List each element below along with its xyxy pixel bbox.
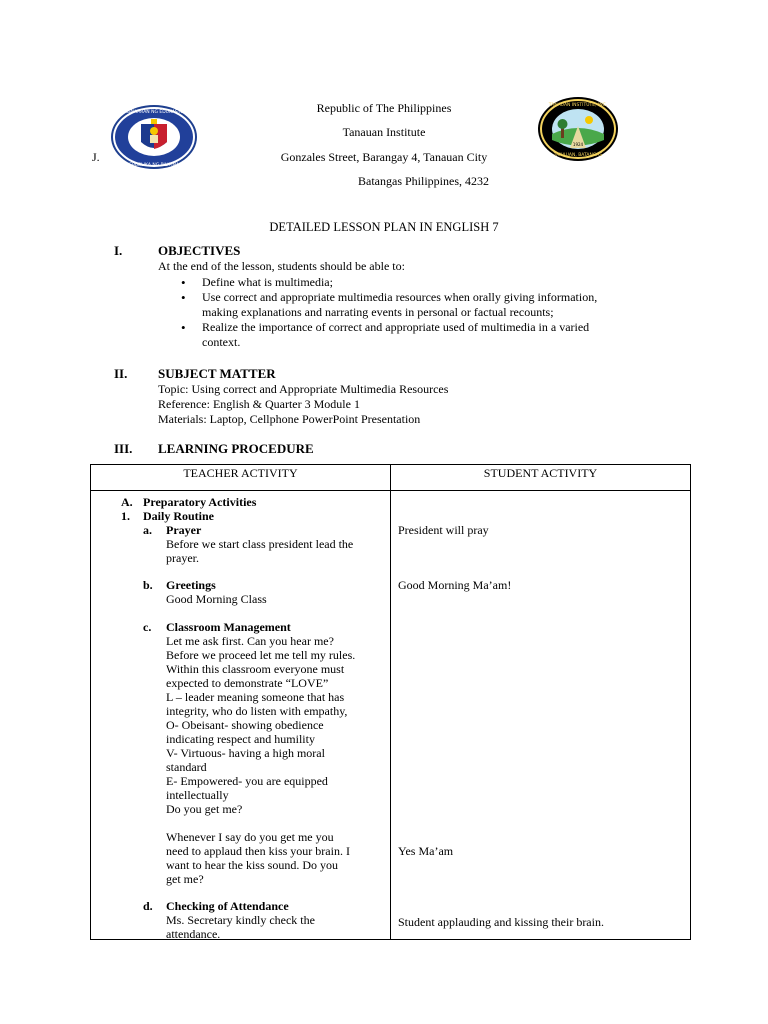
header-province: Batangas Philippines, 4232 [358, 174, 489, 188]
cm-text: intellectually [166, 788, 229, 802]
deped-seal-top-text: KAGAWARAN NG EDUKASYON [120, 110, 188, 115]
cm-text: L – leader meaning someone that has [166, 690, 345, 704]
procedure-table [90, 464, 691, 940]
subject-matter-numeral: II. [114, 366, 128, 381]
cm-text: standard [166, 760, 207, 774]
student-response: President will pray [398, 523, 489, 537]
subject-materials: Materials: Laptop, Cellphone PowerPoint Presentation [158, 412, 421, 426]
objectives-heading: OBJECTIVES [158, 243, 241, 258]
tanauan-institute-seal-logo [537, 96, 619, 162]
objective-item [180, 320, 597, 350]
teacher-activity-cell [91, 491, 391, 940]
cm-text: Whenever I say do you get me you [166, 830, 334, 844]
cm-text: need to applaud then kiss your brain. I [166, 844, 350, 858]
cm-text: expected to demonstrate “LOVE” [166, 676, 329, 690]
routine-label: 1. [121, 509, 130, 523]
prayer-heading: Prayer [166, 523, 202, 537]
objective-line: Realize the importance of correct and appropriate used of multimedia in a varied [202, 320, 590, 334]
student-response: Yes Ma’am [398, 844, 454, 858]
attendance-text: attendance. [166, 927, 221, 941]
header-republic: Republic of The Philippines [316, 101, 452, 115]
deped-seal-logo [110, 104, 198, 170]
prayer-label: a. [143, 523, 152, 537]
objective-line: Use correct and appropriate multimedia resources when orally giving information, [202, 290, 598, 304]
cm-text: Do you get me? [166, 802, 243, 816]
teacher-activity-header: TEACHER ACTIVITY [91, 465, 391, 491]
tanauan-seal-top-text: TANAUAN INSTITUTE, INC. [548, 103, 608, 108]
tanauan-seal-bottom-text: TANAUAN, BATANGAS [553, 153, 603, 158]
objectives-numeral: I. [114, 243, 123, 258]
classroom-management-heading: Classroom Management [166, 620, 291, 634]
cm-text: O- Obeisant- showing obedience [166, 718, 324, 732]
learning-procedure-heading: LEARNING PROCEDURE [158, 441, 314, 456]
cm-text: Before we proceed let me tell my rules. [166, 648, 356, 662]
cm-text: E- Empowered- you are equipped [166, 774, 328, 788]
objective-line: making explanations and narrating events in personal or factual recounts; [202, 305, 554, 319]
objective-item [180, 275, 597, 290]
objective-line: context. [202, 335, 241, 349]
deped-seal-bottom-text: REPUBLIKA NG PILIPINAS [126, 163, 182, 168]
learning-procedure-numeral: III. [114, 441, 133, 456]
greetings-label: b. [143, 578, 153, 592]
classroom-management-label: c. [143, 620, 152, 634]
procedure-table-header-row [91, 465, 691, 491]
routine-heading: Daily Routine [143, 509, 215, 523]
attendance-heading: Checking of Attendance [166, 899, 289, 913]
header-address: Gonzales Street, Barangay 4, Tanauan City [280, 150, 488, 164]
prep-label: A. [121, 495, 133, 509]
cm-text: integrity, who do listen with empathy, [166, 704, 348, 718]
tanauan-seal-year: 1924 [572, 142, 584, 147]
cm-text: V- Virtuous- having a high moral [166, 746, 325, 760]
subject-topic: Topic: Using correct and Appropriate Multimedia Resources [158, 382, 449, 396]
objective-line: Define what is multimedia; [202, 275, 333, 289]
cm-text: Let me ask first. Can you hear me? [166, 634, 334, 648]
objectives-list [180, 275, 597, 350]
attendance-text: Ms. Secretary kindly check the [166, 913, 315, 927]
student-activity-cell [391, 491, 691, 940]
greetings-text: Good Morning Class [166, 592, 267, 606]
subject-matter-heading: SUBJECT MATTER [158, 366, 276, 381]
cm-text: Within this classroom everyone must [166, 662, 345, 676]
subject-reference: Reference: English & Quarter 3 Module 1 [158, 397, 360, 411]
cm-text: indicating respect and humility [166, 732, 315, 746]
cm-text: get me? [166, 872, 204, 886]
prayer-text: prayer. [166, 551, 199, 565]
attendance-label: d. [143, 899, 153, 913]
cm-text: want to hear the kiss sound. Do you [166, 858, 338, 872]
student-response: Student applauding and kissing their brain. [398, 915, 604, 929]
prep-heading: Preparatory Activities [143, 495, 257, 509]
student-response: Good Morning Ma’am! [398, 578, 512, 592]
header-school-name: Tanauan Institute [342, 125, 426, 139]
header-margin-mark: J. [92, 150, 100, 164]
document-title: DETAILED LESSON PLAN IN ENGLISH 7 [269, 220, 499, 234]
greetings-heading: Greetings [166, 578, 216, 592]
objectives-intro: At the end of the lesson, students should be able to: [158, 259, 405, 273]
procedure-table-row [91, 491, 691, 940]
student-activity-header: STUDENT ACTIVITY [391, 465, 691, 491]
objective-item [180, 290, 597, 320]
prayer-text: Before we start class president lead the [166, 537, 354, 551]
